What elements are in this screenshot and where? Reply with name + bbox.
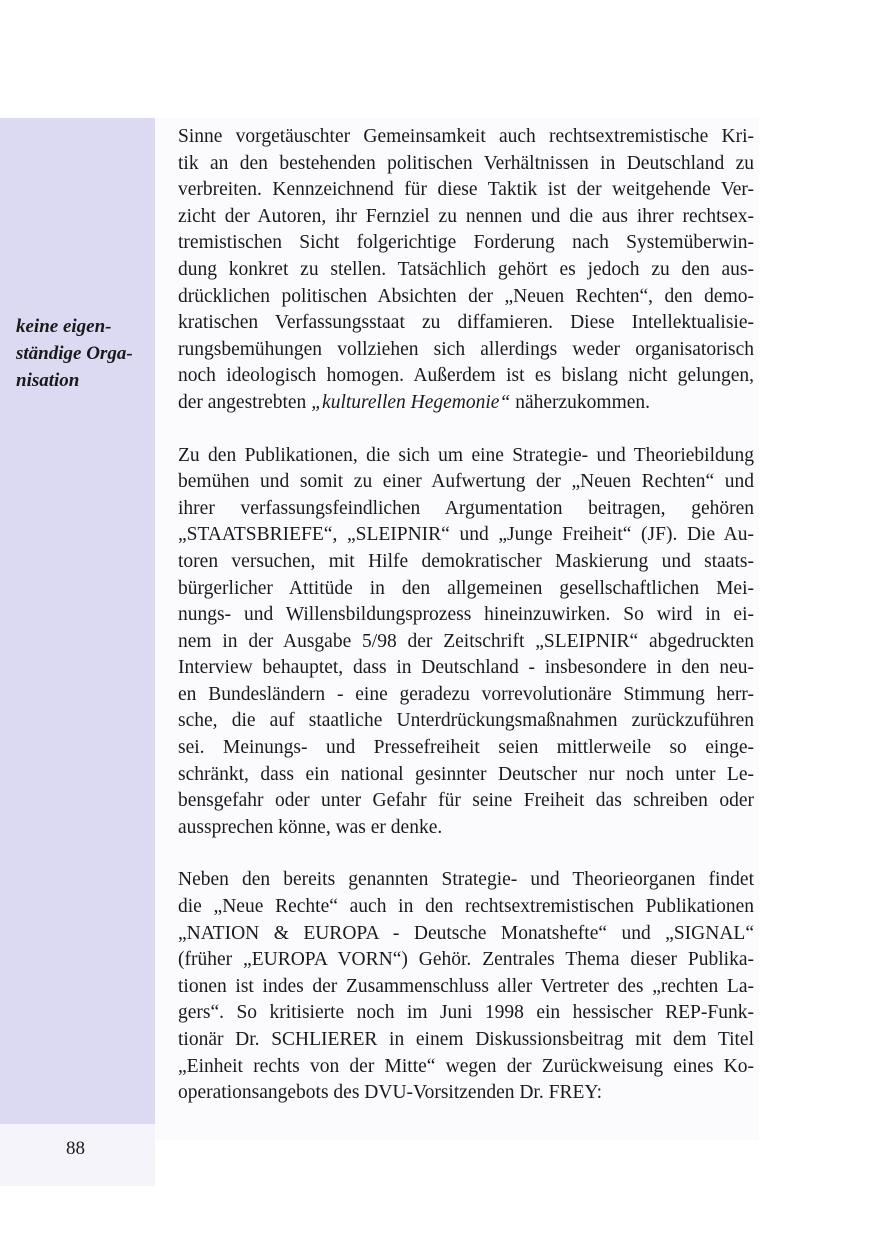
text-line: nungs- und Willensbildungsprozess hineinzuwirken. So wird in ei- xyxy=(178,604,754,626)
text-line: tremistischen Sicht folgerichtige Forderung nach Systemüberwin- xyxy=(178,232,754,254)
body-text xyxy=(178,124,754,1107)
text-line: Interview behauptet, dass in Deutschland - insbesondere in den neu- xyxy=(178,657,754,679)
text-fragment: der angestrebten xyxy=(178,391,312,413)
text-line: die „Neue Rechte“ auch in den rechtsextremistischen Publikationen xyxy=(178,896,754,918)
text-line: tik an den bestehenden politischen Verhältnissen in Deutschland zu xyxy=(178,152,754,174)
text-line: rungsbemühungen vollziehen sich allerdings weder organisatorisch xyxy=(178,338,754,360)
text-line: schränkt, dass ein national gesinnter Deutscher nur noch unter Le- xyxy=(178,763,754,785)
paragraph-1 xyxy=(178,124,754,417)
text-line: Sinne vorgetäuschter Gemeinsamkeit auch rechtsextremistische Kri- xyxy=(178,126,754,147)
text-line: operationsangebots des DVU-Vorsitzenden Dr. FREY: xyxy=(178,1082,603,1104)
text-line: „NATION & EUROPA - Deutsche Monatshefte“ und „SIGNAL“ xyxy=(178,922,754,944)
text-line: toren versuchen, mit Hilfe demokratischer Maskierung und staats- xyxy=(178,550,754,572)
text-line: zicht der Autoren, ihr Fernziel zu nennen und die aus ihrer rechtsex- xyxy=(178,205,754,227)
text-line: (früher „EUROPA VORN“) Gehör. Zentrales Thema dieser Publika- xyxy=(178,949,754,971)
text-line: gers“. So kritisierte noch im Juni 1998 ein hessischer REP-Funk- xyxy=(178,1002,754,1024)
page-number: 88 xyxy=(66,1138,85,1159)
text-line: Neben den bereits genannten Strategie- und Theorieorganen findet xyxy=(178,869,754,891)
text-line: kratischen Verfassungsstaat zu diffamieren. Diese Intellektualisie- xyxy=(178,312,754,334)
margin-note xyxy=(16,313,151,394)
emphasized-term: „kulturellen Hegemonie“ xyxy=(311,391,511,413)
text-line: nem in der Ausgabe 5/98 der Zeitschrift „SLEIPNIR“ abgedruckten xyxy=(178,630,754,652)
text-line: bemühen und somit zu einer Aufwertung der „Neuen Rechten“ und xyxy=(178,471,754,493)
text-line: tionär Dr. SCHLIERER in einem Diskussionsbeitrag mit dem Titel xyxy=(178,1029,754,1050)
text-line: „Einheit rechts von der Mitte“ wegen der Zurückweisung eines Ko- xyxy=(178,1055,754,1077)
margin-sidebar xyxy=(0,118,155,1124)
text-line: bürgerlicher Attitüde in den allgemeinen gesellschaftlichen Mei- xyxy=(178,577,754,599)
margin-note-line: keine eigen- xyxy=(16,316,112,337)
text-line: aussprechen könne, was er denke. xyxy=(178,816,443,838)
text-line: verbreiten. Kennzeichnend für diese Taktik ist der weitgehende Ver- xyxy=(178,179,754,201)
paragraph-2 xyxy=(178,443,754,842)
text-line: drücklichen politischen Absichten der „Neuen Rechten“, den demo- xyxy=(178,285,754,307)
text-line: „STAATSBRIEFE“, „SLEIPNIR“ und „Junge Freiheit“ (JF). Die Au- xyxy=(178,524,754,546)
text-line: bensgefahr oder unter Gefahr für seine Freiheit das schreiben oder xyxy=(178,790,754,812)
margin-note-line: ständige Orga- xyxy=(16,343,133,364)
text-line: ihrer verfassungsfeindlichen Argumentation beitragen, gehören xyxy=(178,497,754,519)
text-fragment: näherzukommen. xyxy=(510,391,651,413)
text-line: noch ideologisch homogen. Außerdem ist es bislang nicht gelungen, xyxy=(178,365,754,387)
text-line: en Bundesländern - eine geradezu vorrevolutionäre Stimmung herr- xyxy=(178,683,754,705)
paragraph-3 xyxy=(178,867,754,1106)
text-line: tionen ist indes der Zusammenschluss aller Vertreter des „rechten La- xyxy=(178,975,754,997)
text-line xyxy=(178,390,754,417)
text-line: dung konkret zu stellen. Tatsächlich gehört es jedoch zu den aus- xyxy=(178,258,754,280)
text-line: Zu den Publikationen, die sich um eine Strategie- und Theoriebildung xyxy=(178,444,754,466)
margin-note-line: nisation xyxy=(16,370,80,391)
text-line: sei. Meinungs- und Pressefreiheit seien mittlerweile so einge- xyxy=(178,737,754,759)
text-line: sche, die auf staatliche Unterdrückungsmaßnahmen zurückzuführen xyxy=(178,710,754,732)
